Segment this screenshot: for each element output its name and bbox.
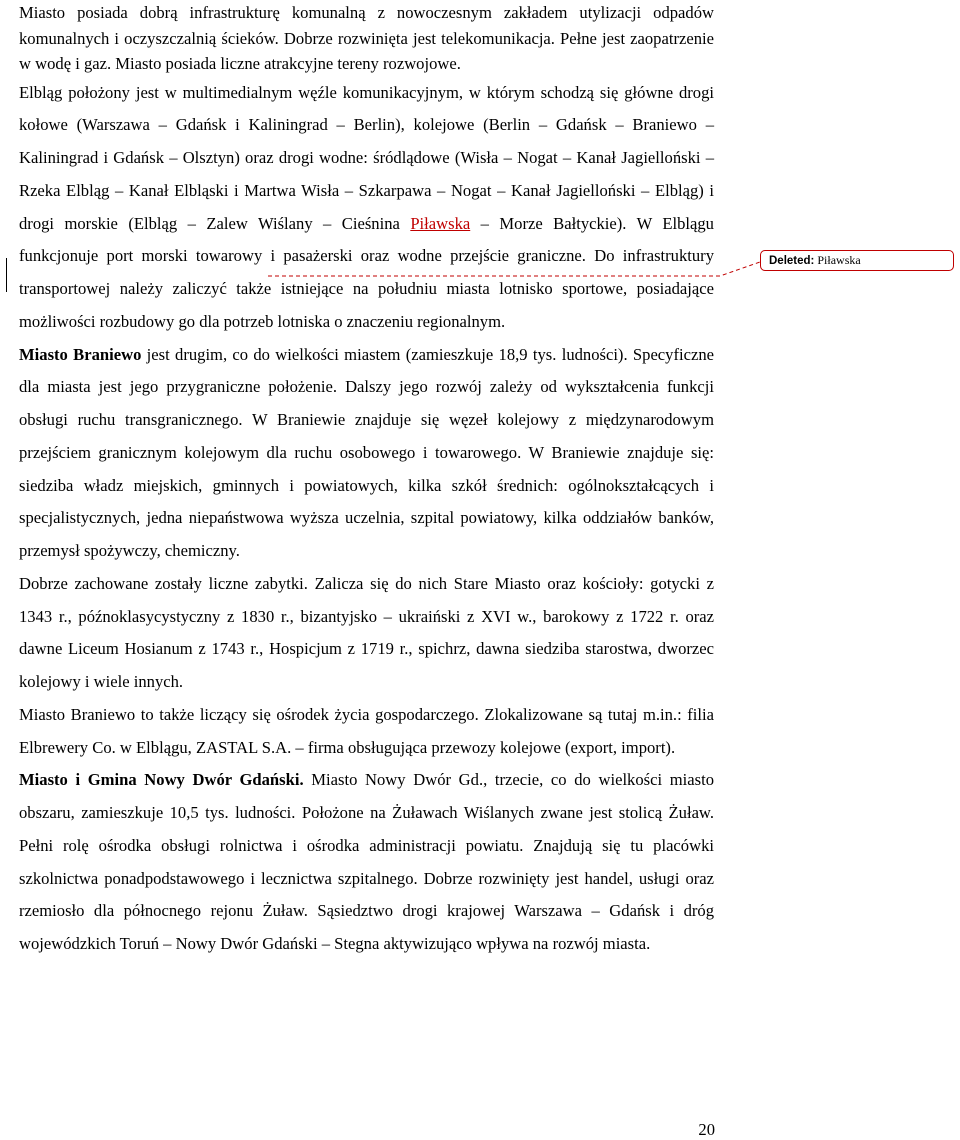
text-run: Dobrze zachowane zostały liczne zabytki. Zalicza się do nich Stare Miasto oraz kościoły: gotycki z 1343 r., późnoklasycystyczny z 1830 r., bizantyjsko – ukraiński z XVI w., barokowy z 1722 r. oraz dawne Liceum Hosianum z 1743 r., Hospicjum z 1719 r., spichrz, dawna siedziba starostwa, dworzec kolejowy i wiele innych.: [19, 573, 714, 691]
text-run: Miasto posiada dobrą infrastrukturę komunalną z nowoczesnym zakładem utylizacji odpadów komunalnych i oczyszczalnią ścieków. Dobrze rozwinięta jest telekomunikacja. Pełne jest zaopatrzenie w wodę i gaz. Miasto posiada liczne atrakcyjne tereny rozwojowe.: [19, 3, 714, 73]
bold-heading-text: Miasto Braniewo: [19, 344, 142, 364]
change-bar: [6, 258, 7, 292]
text-run: Elbląg położony jest w multimedialnym węźle komunikacyjnym, w którym schodzą się główne drogi kołowe (Warszawa – Gdańsk i Kaliningrad – Berlin), kolejowe (Berlin – Gdańsk – Braniewo – Kaliningrad i Gdańsk – Olsztyn) oraz drogi wodne: śródlądowe (Wisła – Nogat – Kanał Jagielloński – Rzeka Elbląg – Kanał Elbląski i Martwa Wisła – Szkarpawa – Nogat – Kanał Jagielloński – Elbląg) i drogi morskie (Elbląg – Zalew Wiślany – Cieśnina: [19, 82, 714, 233]
paragraph-monuments: [19, 568, 714, 699]
revision-label: Deleted:: [769, 255, 815, 267]
revision-text: Piławska: [817, 253, 861, 267]
paragraph-elblag-transport: [19, 77, 714, 339]
paragraph-infrastructure: [19, 0, 714, 77]
text-run: – Morze Bałtyckie). W Elblągu funkcjonuje port morski towarowy i pasażerski oraz wodne przejście graniczne. Do infrastruktury transportowej należy zaliczyć także istniejące na południu miasta lotnisko sportowe, posiadające możliwości rozbudowy go dla potrzeb lotniska o znaczeniu regionalnym.: [19, 213, 714, 331]
body-text: [19, 0, 714, 961]
bold-heading-text: Miasto i Gmina Nowy Dwór Gdański.: [19, 770, 304, 790]
paragraph-economy: [19, 699, 714, 765]
revision-balloon[interactable]: [760, 250, 954, 271]
page-number: 20: [698, 1120, 715, 1139]
text-run: jest drugim, co do wielkości miastem (zamieszkuje 18,9 tys. ludności). Specyficzne dla miasta jest jego przygraniczne położenie. Dalszy jego rozwój zależy od wykształcenia funkcji obsługi ruchu transgranicznego. W Braniewie znajduje się węzeł kolejowy z międzynarodowym przejściem granicznym kolejowym dla ruchu osobowego i towarowego. W Braniewie znajduje się: siedziba władz miejskich, gminnych i powiatowych, kilka szkół średnich: ogólnokształcących i specjalistycznych, jedna niepaństwowa wyższa uczelnia, szpital powiatowy, kilka oddziałów banków, przemysł spożywczy, chemiczny.: [19, 344, 714, 560]
paragraph-nowy-dwor: [19, 764, 714, 961]
deleted-text: Piławska: [410, 213, 471, 233]
paragraph-braniewo: [19, 339, 714, 568]
text-run: Miasto Nowy Dwór Gd., trzecie, co do wielkości miasto obszaru, zamieszkuje 10,5 tys. ludności. Położone na Żuławach Wiślanych zwane jest stolicą Żuław. Pełni rolę ośrodka obsługi rolnictwa i ośrodka administracji powiatu. Znajdują się tu placówki szkolnictwa ponadpodstawowego i lecznictwa szpitalnego. Dobrze rozwinięty jest handel, usługi oraz rzemiosło dla północnego rejonu Żuław. Sąsiedztwo drogi krajowej Warszawa – Gdańsk i dróg wojewódzkich Toruń – Nowy Dwór Gdański – Stegna aktywizująco wpływa na rozwój miasta.: [19, 770, 714, 953]
text-run: Miasto Braniewo to także liczący się ośrodek życia gospodarczego. Zlokalizowane są tutaj m.in.: filia Elbrewery Co. w Elblągu, ZASTAL S.A. – firma obsługująca przewozy kolejowe (export, import).: [19, 704, 714, 757]
